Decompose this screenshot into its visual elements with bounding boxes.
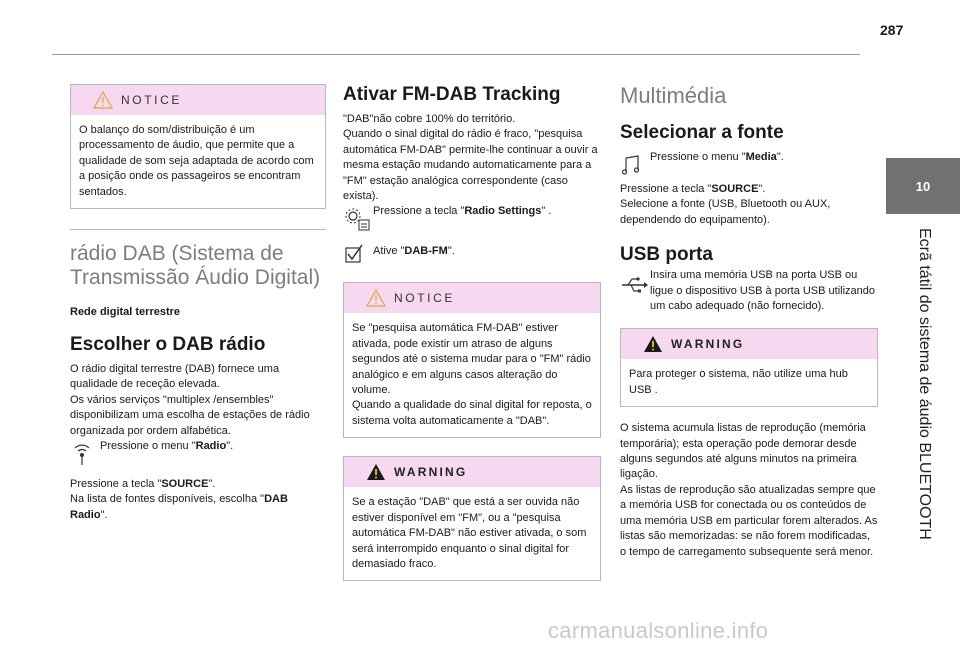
notice-box-fm-dab <box>343 282 601 438</box>
warning-text: Para proteger o sistema, não utilize uma hub USB . <box>629 368 848 396</box>
step-radio-settings <box>343 204 601 232</box>
text: ". <box>100 508 108 521</box>
section-title-dab: rádio DAB (Sistema de Transmissão Áudio Digital) <box>70 242 321 290</box>
column-2 <box>343 84 601 581</box>
heading-choose-dab: Escolher o DAB rádio <box>70 334 266 356</box>
text: Pressione a tecla " <box>70 478 162 491</box>
warning-triangle-icon <box>366 463 386 481</box>
key-source: SOURCE <box>711 183 759 195</box>
warning-header <box>344 457 600 487</box>
chapter-title <box>886 218 960 548</box>
paragraph: As listas de reprodução são atualizadas sempre que a memória USB for conectada ou os conteúdos de uma memória USB em particular forem alterados. As listas são memorizadas: se não forem modificadas, o tempo de carregamento subsequente será menor. <box>620 483 878 558</box>
step-text-prefix: Pressione a tecla " <box>373 205 465 218</box>
column-3 <box>620 84 878 560</box>
notice-text: Quando a qualidade do sinal digital for reposta, o sistema volta automaticamente a "DAB". <box>352 399 592 427</box>
chapter-number: 10 <box>915 178 931 194</box>
text: Na lista de fontes disponíveis, escolha " <box>70 493 265 506</box>
watermark: carmanualsonline.info <box>548 618 769 643</box>
warning-label: WARNING <box>671 337 745 352</box>
step-text-suffix: ". <box>226 440 234 453</box>
notice-text: O balanço do som/distribuição é um processamento de áudio, que permite que a qualidade de som seja adaptada de acordo com a posição onde os passageiros se encontram sentados. <box>79 124 314 198</box>
section-title-multimedia: Multimédia <box>620 83 727 108</box>
heading-fm-dab-tracking: Ativar FM-DAB Tracking <box>343 84 561 105</box>
notice-label: NOTICE <box>121 93 182 107</box>
notice-box-balance <box>70 84 326 209</box>
section-divider <box>70 229 326 230</box>
warning-box-usb <box>620 328 878 407</box>
step-activate-dab-fm <box>343 240 601 268</box>
usb-step-text: Insira uma memória USB na porta USB ou ligue o dispositivo USB à porta USB utilizando um cabo adequado (não fornecido). <box>650 269 876 313</box>
warning-triangle-icon <box>643 335 663 353</box>
settings-gear-icon <box>343 206 373 232</box>
warning-box-dab <box>343 456 601 581</box>
checkbox-checked-icon <box>343 242 373 268</box>
step-text-prefix: Pressione o menu " <box>100 440 196 453</box>
paragraph: O rádio digital terrestre (DAB) fornece uma qualidade de receção elevada. <box>70 363 280 391</box>
warning-triangle-icon <box>93 91 113 109</box>
paragraph: Quando o sinal digital do rádio é fraco, "pesquisa automática FM-DAB" permite-lhe continuar a ouvir a mesma estação mudando automaticamente para a "FM" estação analógica correspondente (caso exista). <box>343 128 598 203</box>
notice-header <box>71 85 325 115</box>
paragraph: O sistema acumula listas de reprodução (memória temporária); esta operação pode demorar desde alguns segundos até alguns minutos na primeira ligação. <box>620 422 866 481</box>
text: Pressione a tecla " <box>620 183 712 195</box>
menu-name-media: Media <box>745 151 777 163</box>
notice-header <box>344 283 600 313</box>
heading-select-source: Selecionar a fonte <box>620 122 784 143</box>
step-text-prefix: Ative " <box>373 245 405 258</box>
step-text-suffix: " . <box>541 205 552 218</box>
chapter-title-text: Ecrã tátil do sistema de áudio BLUETOOTH <box>916 228 933 540</box>
paragraph: "DAB"não cobre 100% do território. <box>343 113 516 125</box>
column-1 <box>70 84 326 523</box>
paragraph: Selecione a fonte (USB, Bluetooth ou AUX, dependendo do equipamento). <box>620 198 831 226</box>
menu-name-radio: Radio <box>195 440 227 453</box>
notice-label: NOTICE <box>394 291 455 306</box>
step-text-prefix: Pressione o menu " <box>650 151 746 163</box>
text: ". <box>208 478 216 491</box>
warning-triangle-icon <box>366 289 386 307</box>
paragraph: Os vários serviços "multiplex /ensembles" disponibilizam uma escolha de estações de rádio organizada por ordem alfabética. <box>70 393 310 437</box>
key-source: SOURCE <box>161 478 209 491</box>
step-text-suffix: ". <box>776 151 784 163</box>
usb-icon <box>620 272 650 298</box>
music-note-icon <box>620 152 650 178</box>
key-radio-settings: Radio Settings <box>464 205 542 218</box>
radio-antenna-icon <box>70 441 100 467</box>
step-text-suffix: ". <box>447 245 455 258</box>
step-media-menu <box>620 150 878 178</box>
text: ". <box>758 183 766 195</box>
step-usb-insert <box>620 270 878 314</box>
heading-usb-port: USB porta <box>620 244 713 266</box>
top-divider <box>52 54 860 55</box>
notice-text: Se "pesquisa automática FM-DAB" estiver ativada, pode existir um atraso de alguns segundos até o sistema mudar para o "FM" rádio analógico e em alguns casos alteração do volume. <box>352 322 591 397</box>
warning-text: Se a estação "DAB" que está a ser ouvida não estiver disponível em "FM", ou a "pesquisa automática FM-DAB" não estiver ativada, o som será interrompido enquanto o sinal digital for demasiado fraco. <box>352 496 587 570</box>
warning-header <box>621 329 877 359</box>
subheading-terrestrial: Rede digital terrestre <box>70 306 181 319</box>
chapter-tab <box>886 158 960 214</box>
option-dab-fm: DAB-FM <box>404 245 448 258</box>
step-radio-menu <box>70 439 326 467</box>
source-dab-radio: DAB Radio <box>70 493 288 521</box>
page-number: 287 <box>880 22 904 38</box>
warning-label: WARNING <box>394 465 468 480</box>
